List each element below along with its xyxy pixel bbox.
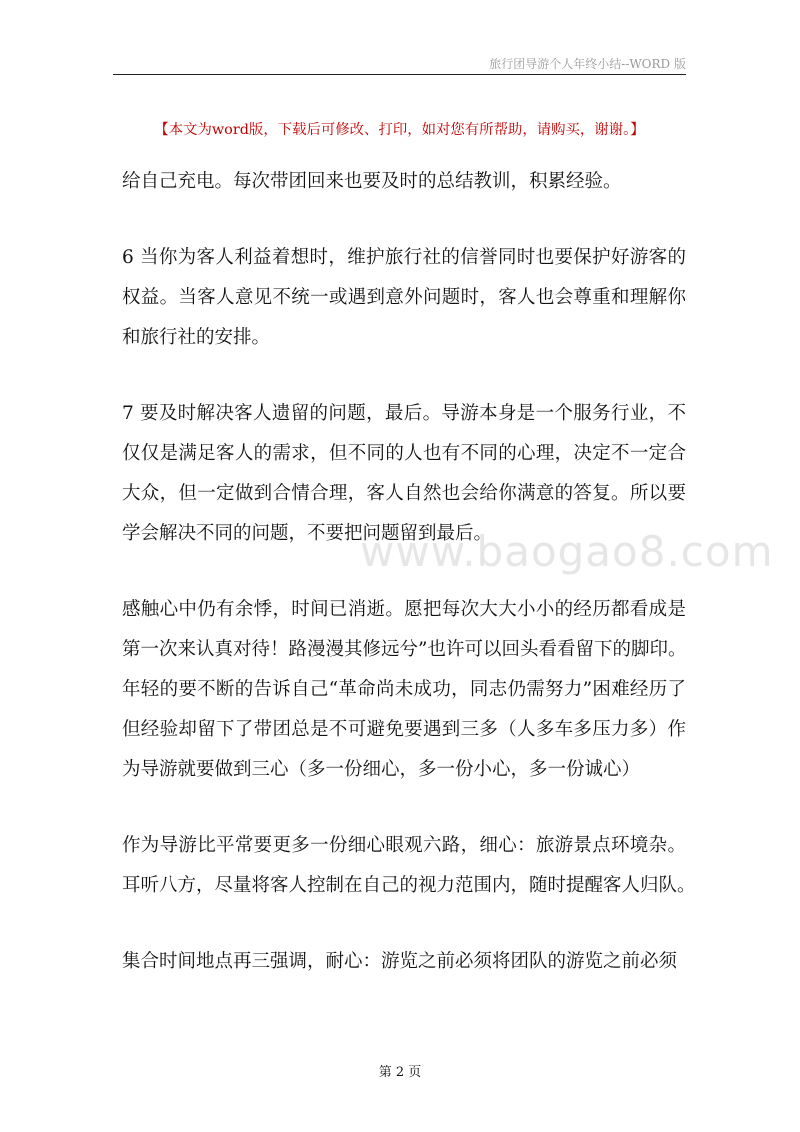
paragraph [122, 590, 686, 790]
text-line: 集合时间地点再三强调，耐心：游览之前必须将团队的游览之前必须 [122, 951, 678, 972]
paragraph [122, 162, 686, 202]
text-line: 学会解决不同的问题，不要把问题留到最后。 [122, 523, 493, 544]
text-line: 和旅行社的安排。 [122, 327, 271, 348]
text-line: 6 当你为客人利益着想时，维护旅行社的信誉同时也要保护好游客的 [122, 247, 686, 268]
paragraph [122, 942, 686, 982]
text-line: 给自己充电。每次带团回来也要及时的总结教训，积累经验。 [122, 171, 622, 192]
download-notice: 【本文为word版，下载后可修改、打印，如对您有所帮助，请购买，谢谢。】 [154, 122, 645, 138]
text-line: 第一次来认真对待！路漫漫其修远兮”也许可以回头看看留下的脚印。 [122, 639, 687, 660]
text-line: 耳听八方，尽量将客人控制在自己的视力范围内，随时提醒客人归队。 [122, 875, 696, 896]
paragraph [122, 394, 686, 554]
text-line: 但经验却留下了带团总是不可避免要遇到三多（人多车多压力多）作 [122, 719, 686, 740]
text-line: 年轻的要不断的告诉自己“革命尚未成功，同志仍需努力”困难经历了 [122, 679, 686, 700]
paragraph [122, 826, 696, 906]
text-line: 权益。当客人意见不统一或遇到意外问题时，客人也会尊重和理解你 [122, 287, 686, 308]
text-line: 感触心中仍有余悸，时间已消逝。愿把每次大大小小的经历都看成是 [122, 599, 686, 620]
page-number: 第 2 页 [378, 1065, 422, 1080]
text-line: 7 要及时解决客人遗留的问题，最后。导游本身是一个服务行业，不 [122, 403, 686, 424]
text-line: 为导游就要做到三心（多一份细心，多一份小心，多一份诚心） [122, 759, 641, 780]
header-title: 旅行团导游个人年终小结--WORD 版 [489, 57, 686, 71]
document-body [122, 162, 696, 982]
paragraph [122, 238, 686, 358]
text-line: 作为导游比平常要更多一份细心眼观六路，细心：旅游景点环境杂。 [122, 835, 686, 856]
text-line: 仅仅是满足客人的需求，但不同的人也有不同的心理，决定不一定合 [122, 443, 686, 464]
watermark: www.baogao8.com [360, 527, 774, 576]
page-header [113, 52, 686, 75]
text-line: 大众，但一定做到合情合理，客人自然也会给你满意的答复。所以要 [122, 483, 686, 504]
